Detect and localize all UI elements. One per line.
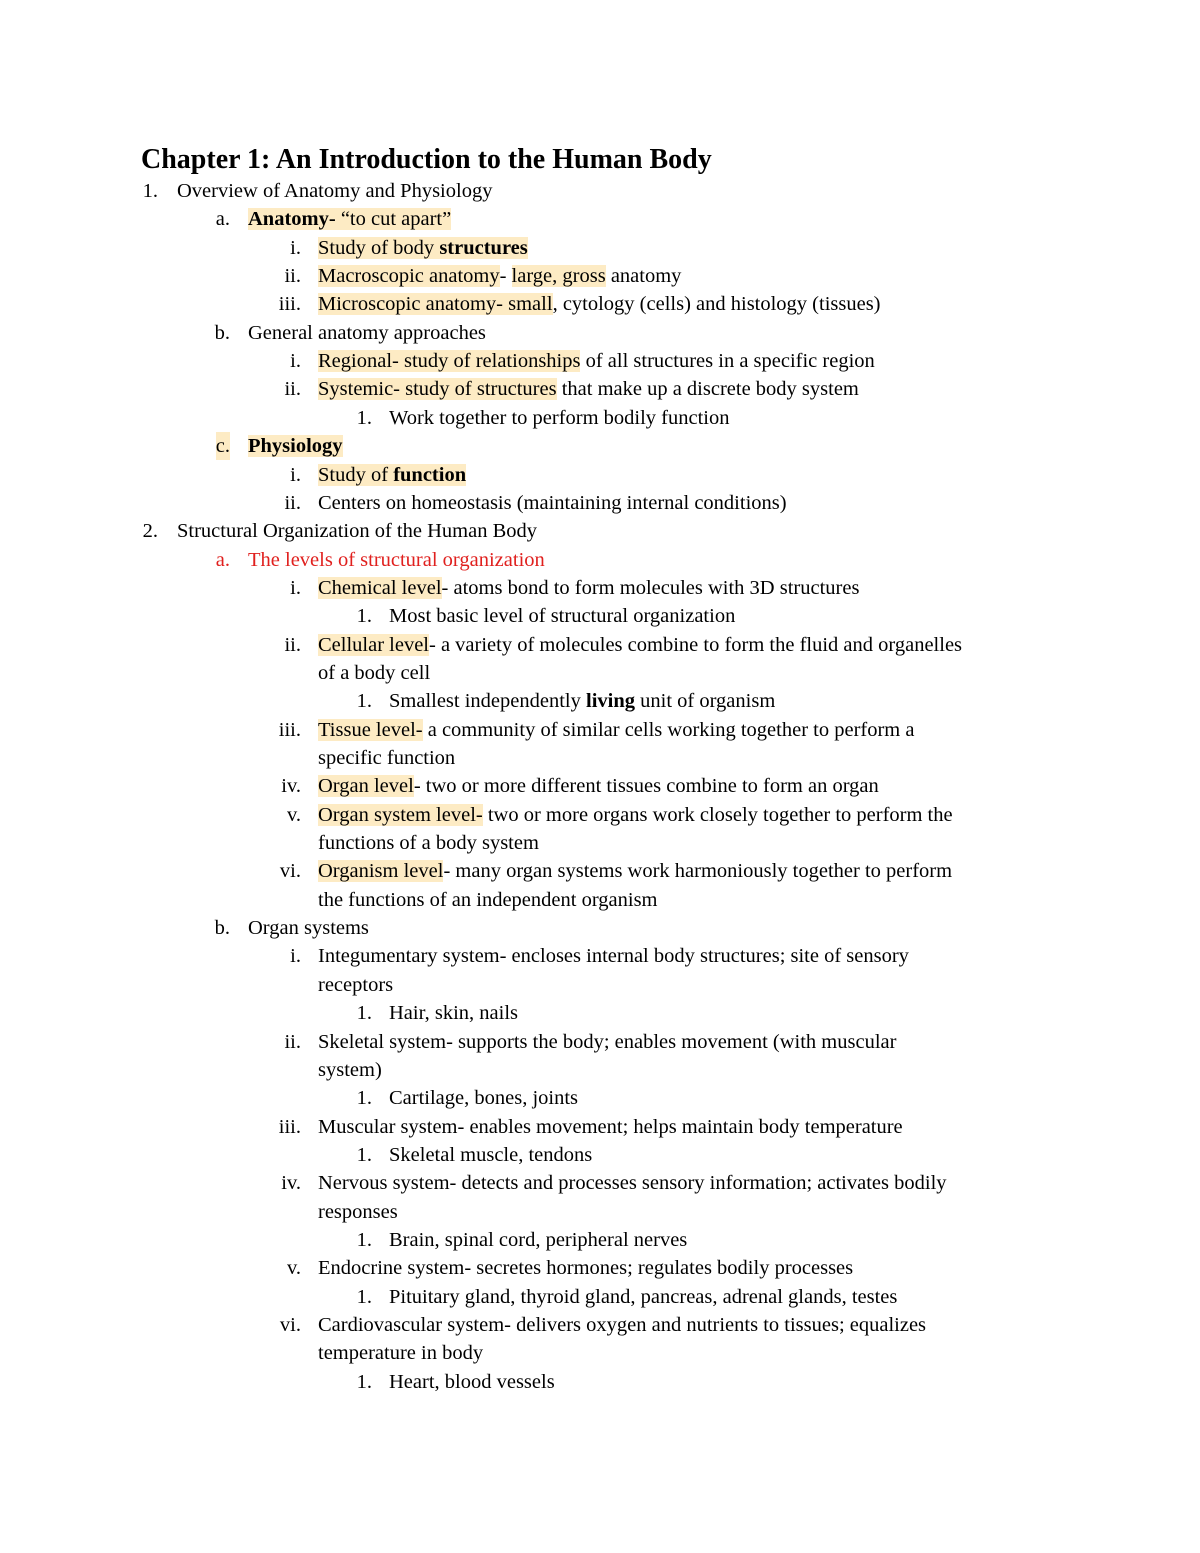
text-segment: Muscular system- enables movement; helps maintain body temperature: [318, 1115, 903, 1138]
highlighted-text: Organism level: [318, 860, 444, 883]
list-item-text: [248, 432, 343, 460]
list-item-text: [318, 1028, 896, 1056]
text-segment: The levels of structural organization: [248, 548, 545, 571]
list-item-text: [318, 772, 879, 800]
list-marker: iii.: [278, 718, 301, 741]
list-item: [0, 1028, 1200, 1056]
list-marker: ii.: [284, 491, 301, 514]
text-segment: Skeletal muscle, tendons: [389, 1143, 593, 1166]
list-item: [0, 205, 1200, 233]
list-marker: b.: [214, 321, 230, 344]
list-item-text: [318, 347, 875, 375]
list-item-text: [389, 999, 518, 1027]
list-item-text: [389, 1368, 555, 1396]
list-item: [0, 432, 1200, 460]
list-marker: c.: [216, 432, 230, 460]
list-item: [0, 461, 1200, 489]
text-segment: Brain, spinal cord, peripheral nerves: [389, 1228, 688, 1251]
list-item: [0, 234, 1200, 262]
list-item: [0, 602, 1200, 630]
text-segment: specific function: [318, 747, 456, 769]
list-item: [0, 1339, 1200, 1367]
highlighted-text: Tissue level-: [318, 718, 423, 741]
text-segment: functions of a body system: [318, 832, 539, 855]
list-item: [0, 1169, 1200, 1197]
highlighted-text: Cellular level: [318, 633, 429, 656]
list-marker: 1.: [356, 1228, 372, 1251]
list-item: [0, 489, 1200, 517]
list-item-text: [248, 319, 486, 347]
list-item: [0, 914, 1200, 942]
list-item: [0, 886, 1200, 914]
list-item-text: [318, 1198, 398, 1226]
highlighted-text: function: [393, 463, 467, 486]
list-marker: i.: [290, 236, 301, 259]
list-marker: 1.: [356, 1143, 372, 1166]
list-item-text: [177, 517, 537, 545]
text-segment: of a body cell: [318, 661, 431, 684]
list-item: [0, 999, 1200, 1027]
list-item: [0, 574, 1200, 602]
list-item: [0, 1311, 1200, 1339]
list-item-text: [318, 489, 787, 517]
highlighted-text: Macroscopic anatomy: [318, 265, 500, 288]
list-item-text: [248, 546, 545, 574]
list-marker: iv.: [281, 1172, 301, 1195]
highlighted-text: “to cut apart”: [335, 208, 452, 231]
list-marker: 1.: [142, 180, 158, 202]
list-item-text: [389, 404, 730, 432]
highlighted-text: Systemic- study of structures: [318, 378, 557, 401]
list-item-text: [318, 461, 466, 489]
list-item: [0, 659, 1200, 687]
list-marker: a.: [215, 208, 230, 231]
list-marker: 2.: [142, 520, 158, 543]
highlighted-text: Regional- study of relationships: [318, 350, 581, 373]
list-item: [0, 801, 1200, 829]
text-segment: General anatomy approaches: [248, 321, 486, 344]
list-item: [0, 942, 1200, 970]
highlighted-text: Organ system level-: [318, 803, 483, 826]
list-item-text: [318, 744, 455, 772]
list-item-text: [318, 262, 681, 290]
list-marker: iv.: [281, 775, 301, 798]
list-item: [0, 1141, 1200, 1169]
text-segment: Smallest independently: [389, 690, 586, 713]
list-marker: ii.: [284, 265, 301, 288]
list-marker: a.: [215, 548, 230, 571]
list-item-text: [318, 631, 962, 659]
list-marker: 1.: [356, 1002, 372, 1025]
text-segment: -: [499, 265, 512, 288]
list-item-text: [318, 290, 881, 318]
list-marker: 1.: [356, 1285, 372, 1308]
list-marker: vi.: [279, 860, 301, 883]
list-item: [0, 857, 1200, 885]
text-segment: - two or more different tissues combine to form an organ: [413, 775, 879, 798]
list-item-text: [318, 234, 528, 262]
text-segment: unit of organism: [635, 690, 776, 713]
text-segment: the functions of an independent organism: [318, 888, 658, 911]
list-item-text: [318, 574, 859, 602]
text-segment: Cartilage, bones, joints: [389, 1087, 579, 1110]
list-item: [0, 262, 1200, 290]
list-marker: i.: [290, 576, 301, 599]
list-item-text: [318, 659, 430, 687]
list-item-text: [248, 914, 369, 942]
list-item-text: [318, 971, 393, 999]
list-marker: 1.: [356, 605, 372, 628]
list-item-text: [318, 1056, 382, 1084]
highlighted-text: large, gross: [511, 265, 606, 288]
text-segment: anatomy: [605, 265, 682, 288]
list-item: [0, 744, 1200, 772]
list-item: [0, 517, 1200, 545]
highlighted-text: Study of body: [318, 236, 440, 259]
list-item-text: [318, 829, 539, 857]
list-item-text: [318, 375, 859, 403]
list-item-text: [318, 857, 952, 885]
list-marker: i.: [290, 945, 301, 968]
text-segment: - atoms bond to form molecules with 3D structures: [441, 576, 860, 599]
list-item-text: [318, 801, 953, 829]
list-marker: i.: [290, 350, 301, 373]
text-segment: Endocrine system- secretes hormones; regulates bodily processes: [318, 1257, 854, 1280]
text-segment: Work together to perform bodily function: [389, 406, 730, 429]
list-item-text: [318, 716, 914, 744]
list-item: [0, 177, 1200, 205]
list-item: [0, 716, 1200, 744]
highlighted-text: Anatomy-: [248, 208, 336, 231]
list-marker: 1.: [356, 690, 372, 713]
highlighted-text: Microscopic anatomy- small: [318, 293, 553, 316]
list-item-text: [318, 1254, 853, 1282]
text-segment: Centers on homeostasis (maintaining internal conditions): [318, 491, 787, 514]
text-segment: Cardiovascular system- delivers oxygen and nutrients to tissues; equalizes: [318, 1314, 927, 1336]
text-segment: system): [318, 1058, 382, 1081]
list-marker: vi.: [279, 1314, 301, 1336]
highlighted-text: Study of: [318, 463, 394, 486]
list-item: [0, 375, 1200, 403]
list-item-text: [389, 602, 735, 630]
list-marker: ii.: [284, 378, 301, 401]
list-item-text: [177, 177, 492, 205]
list-marker: 1.: [356, 1370, 372, 1393]
text-segment: Hair, skin, nails: [389, 1002, 518, 1025]
list-item: [0, 1084, 1200, 1112]
highlighted-text: Chemical level: [318, 576, 442, 599]
list-marker: v.: [286, 1257, 301, 1280]
list-item: [0, 971, 1200, 999]
list-marker: v.: [286, 803, 301, 826]
list-item: [0, 772, 1200, 800]
list-item: [0, 829, 1200, 857]
list-item-text: [318, 886, 658, 914]
text-segment: Pituitary gland, thyroid gland, pancreas, adrenal glands, testes: [389, 1285, 898, 1308]
list-item-text: [389, 687, 775, 715]
list-item: [0, 1226, 1200, 1254]
text-segment: Nervous system- detects and processes sensory information; activates bodily: [318, 1172, 947, 1195]
text-segment: living: [586, 690, 635, 713]
list-item-text: [318, 942, 909, 970]
list-item: [0, 1056, 1200, 1084]
text-segment: responses: [318, 1200, 398, 1223]
text-segment: , cytology (cells) and histology (tissues): [552, 293, 881, 316]
list-item-text: [389, 1084, 578, 1112]
list-item: [0, 1198, 1200, 1226]
text-segment: - many organ systems work harmoniously together to perform: [443, 860, 953, 883]
list-item: [0, 319, 1200, 347]
list-item: [0, 1113, 1200, 1141]
list-marker: iii.: [278, 293, 301, 316]
highlighted-text: Organ level: [318, 775, 414, 798]
text-segment: Heart, blood vessels: [389, 1370, 555, 1393]
list-item: [0, 546, 1200, 574]
list-marker: b.: [214, 917, 230, 940]
list-item-text: [248, 205, 451, 233]
list-marker: ii.: [284, 1030, 301, 1053]
list-item: [0, 631, 1200, 659]
highlighted-text: Physiology: [248, 435, 343, 458]
list-item-text: [318, 1113, 903, 1141]
text-segment: a community of similar cells working together to perform a: [422, 718, 915, 741]
chapter-title: Chapter 1: An Introduction to the Human Body: [141, 144, 712, 175]
list-marker: i.: [290, 463, 301, 486]
list-item: [0, 290, 1200, 318]
list-item-text: [389, 1141, 592, 1169]
list-item: [0, 1254, 1200, 1282]
highlighted-text: structures: [439, 236, 528, 259]
list-marker: 1.: [356, 1087, 372, 1110]
list-item: [0, 1368, 1200, 1396]
text-segment: Most basic level of structural organization: [389, 605, 736, 628]
text-segment: of all structures in a specific region: [580, 350, 875, 373]
list-marker: 1.: [356, 406, 372, 429]
list-item-text: [318, 1311, 926, 1339]
list-marker: iii.: [278, 1115, 301, 1138]
text-segment: two or more organs work closely together to perform the: [482, 803, 953, 826]
text-segment: Overview of Anatomy and Physiology: [177, 180, 493, 202]
text-segment: receptors: [318, 973, 394, 996]
list-item-text: [389, 1226, 687, 1254]
text-segment: that make up a discrete body system: [556, 378, 859, 401]
text-segment: temperature in body: [318, 1342, 484, 1365]
list-item: [0, 1283, 1200, 1311]
text-segment: Integumentary system- encloses internal body structures; site of sensory: [318, 945, 909, 968]
list-marker: ii.: [284, 633, 301, 656]
text-segment: Structural Organization of the Human Body: [177, 520, 538, 543]
text-segment: - a variety of molecules combine to form the fluid and organelles: [429, 633, 963, 656]
text-segment: Organ systems: [248, 917, 369, 940]
list-item: [0, 687, 1200, 715]
list-item: [0, 347, 1200, 375]
list-item-text: [318, 1339, 483, 1367]
list-item: [0, 404, 1200, 432]
text-segment: Skeletal system- supports the body; enables movement (with muscular: [318, 1030, 897, 1053]
list-item-text: [389, 1283, 897, 1311]
list-item-text: [318, 1169, 947, 1197]
